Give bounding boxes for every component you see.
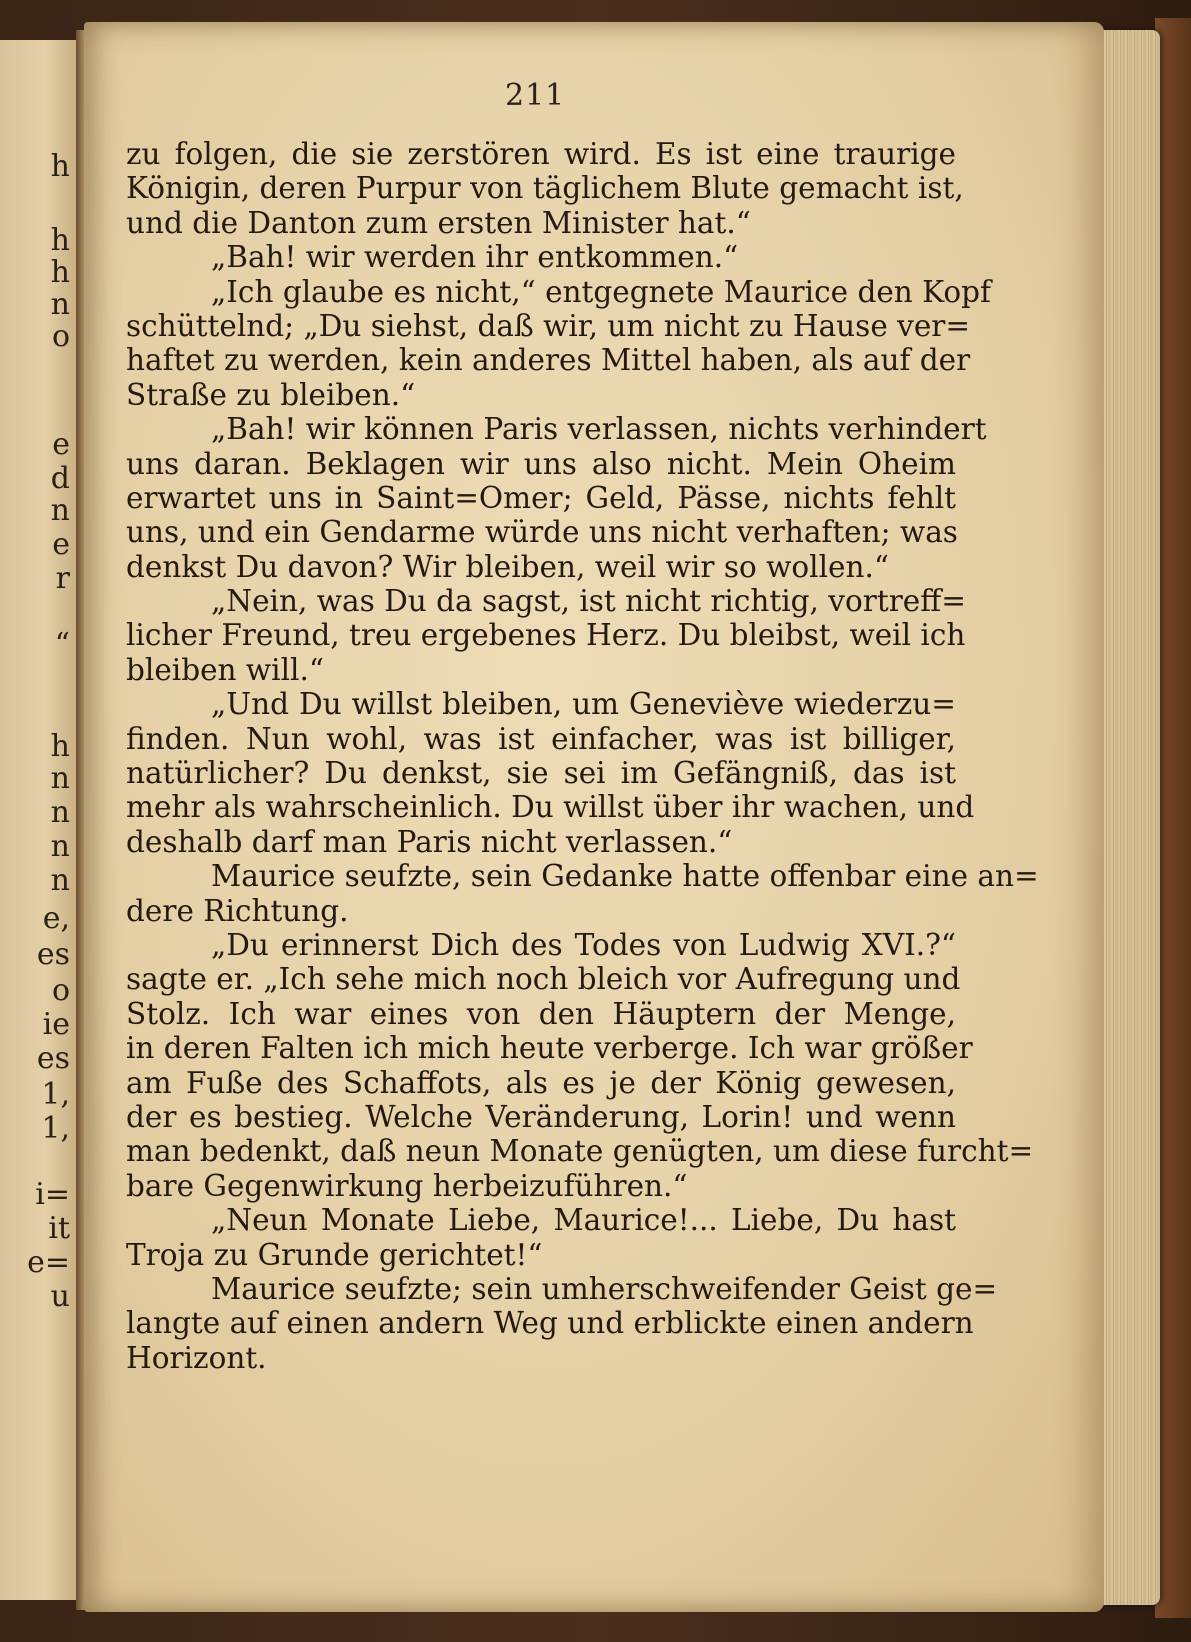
left-page-fragment: e= [27, 1245, 70, 1280]
text-line: denkst Du davon? Wir bleiben, weil wir so wollen.“ [126, 549, 889, 584]
text-line: langte auf einen andern Weg und erblickte einen andern [126, 1306, 974, 1341]
left-page-fragment: o [51, 319, 70, 354]
left-page-fragment: h [50, 255, 70, 290]
text-line: „Ich glaube es nicht,“ entgegnete Maurice den Kopf [211, 274, 991, 309]
text-line: uns daran. Beklagen wir uns also nicht. Mein Oheim [126, 446, 956, 481]
text-line: uns, und ein Gendarme würde uns nicht verhaften; was [126, 515, 958, 550]
text-line: man bedenkt, daß neun Monate genügten, um diese furcht= [126, 1134, 1034, 1169]
text-line: Stolz. Ich war eines von den Häuptern der Menge, [126, 996, 956, 1031]
text-line: Horizont. [126, 1340, 267, 1375]
left-page-fragment: e, [42, 901, 70, 936]
text-line: dere Richtung. [126, 893, 349, 928]
text-line: natürlicher? Du denkst, sie sei im Gefängniß, das ist [126, 756, 956, 791]
text-line: Straße zu bleiben.“ [126, 377, 416, 412]
text-line: „Und Du willst bleiben, um Geneviève wiederzu= [211, 687, 956, 722]
text-line: finden. Nun wohl, was ist einfacher, was ist billiger, [126, 721, 956, 756]
text-line: „Nein, was Du da sagst, ist nicht richtig, vortreff= [211, 584, 966, 619]
text-line: Königin, deren Purpur von täglichem Blute gemacht ist, [126, 171, 964, 206]
left-page-fragment: n [50, 863, 70, 898]
text-line: mehr als wahrscheinlich. Du willst über ihr wachen, und [126, 790, 975, 825]
left-page-fragment: n [50, 761, 70, 796]
text-line: bleiben will.“ [126, 652, 324, 687]
text-line: „Bah! wir werden ihr entkommen.“ [211, 240, 739, 275]
text-line: sagte er. „Ich sehe mich noch bleich vor Aufregung und [126, 962, 961, 997]
left-page-fragment: d [50, 461, 70, 496]
left-page-fragment: n [50, 829, 70, 864]
text-line: zu folgen, die sie zerstören wird. Es ist eine traurige [126, 137, 956, 171]
left-page-fragment: it [48, 1211, 70, 1246]
text-line: deshalb darf man Paris nicht verlassen.“ [126, 824, 733, 859]
left-page-fragment: h [50, 729, 70, 764]
left-page-fragment: e [52, 527, 70, 562]
left-page-fragment: 1, [41, 1077, 70, 1112]
page-text [126, 137, 1039, 1375]
left-page-fragment: n [50, 287, 70, 322]
text-line: Maurice seufzte, sein Gedanke hatte offenbar eine an= [211, 859, 1039, 894]
left-page-fragment: e [52, 427, 70, 462]
left-page-fragment: ie [42, 1007, 70, 1042]
text-line: licher Freund, treu ergebenes Herz. Du bleibst, weil ich [126, 618, 966, 653]
text-line: „Bah! wir können Paris verlassen, nichts verhindert [211, 412, 987, 447]
text-line: erwartet uns in Saint=Omer; Geld, Pässe, nichts fehlt [126, 480, 956, 515]
left-page-fragment: n [50, 795, 70, 830]
left-page-fragment: h [50, 149, 70, 184]
left-page-fragment: 1, [41, 1111, 70, 1146]
left-page-fragment: “ [54, 627, 70, 662]
text-line: und die Danton zum ersten Minister hat.“ [126, 205, 751, 240]
left-page-fragment: u [50, 1279, 70, 1314]
book-gutter [76, 30, 84, 1610]
cover-edge [1155, 18, 1191, 1618]
left-page-edge [0, 40, 78, 1600]
text-line: in deren Falten ich mich heute verberge. Ich war größer [126, 1031, 973, 1066]
page-number: 211 [505, 78, 566, 113]
left-page-fragment: n [50, 493, 70, 528]
left-page-fragment: es [36, 937, 70, 972]
text-line: bare Gegenwirkung herbeizuführen.“ [126, 1168, 688, 1203]
left-page-fragment: o [51, 973, 70, 1008]
text-line: „Neun Monate Liebe, Maurice!... Liebe, Du hast [211, 1203, 956, 1238]
text-line: der es bestieg. Welche Veränderung, Lorin! und wenn [126, 1099, 956, 1134]
left-page-fragment: i= [35, 1177, 70, 1212]
text-line: schüttelnd; „Du siehst, daß wir, um nicht zu Hause ver= [126, 308, 971, 343]
text-line: Troja zu Grunde gerichtet!“ [126, 1237, 543, 1272]
text-line: Maurice seufzte; sein umherschweifender Geist ge= [211, 1271, 998, 1306]
left-page-fragment: h [50, 223, 70, 258]
page-stack-edges [1100, 30, 1160, 1605]
text-line: haftet zu werden, kein anderes Mittel haben, als auf der [126, 343, 971, 378]
text-line: „Du erinnerst Dich des Todes von Ludwig XVI.?“ [211, 927, 956, 962]
left-page-fragment: es [36, 1041, 70, 1076]
text-line: am Fuße des Schaffots, als es je der König gewesen, [126, 1065, 956, 1100]
left-page-fragment: r [55, 561, 70, 596]
